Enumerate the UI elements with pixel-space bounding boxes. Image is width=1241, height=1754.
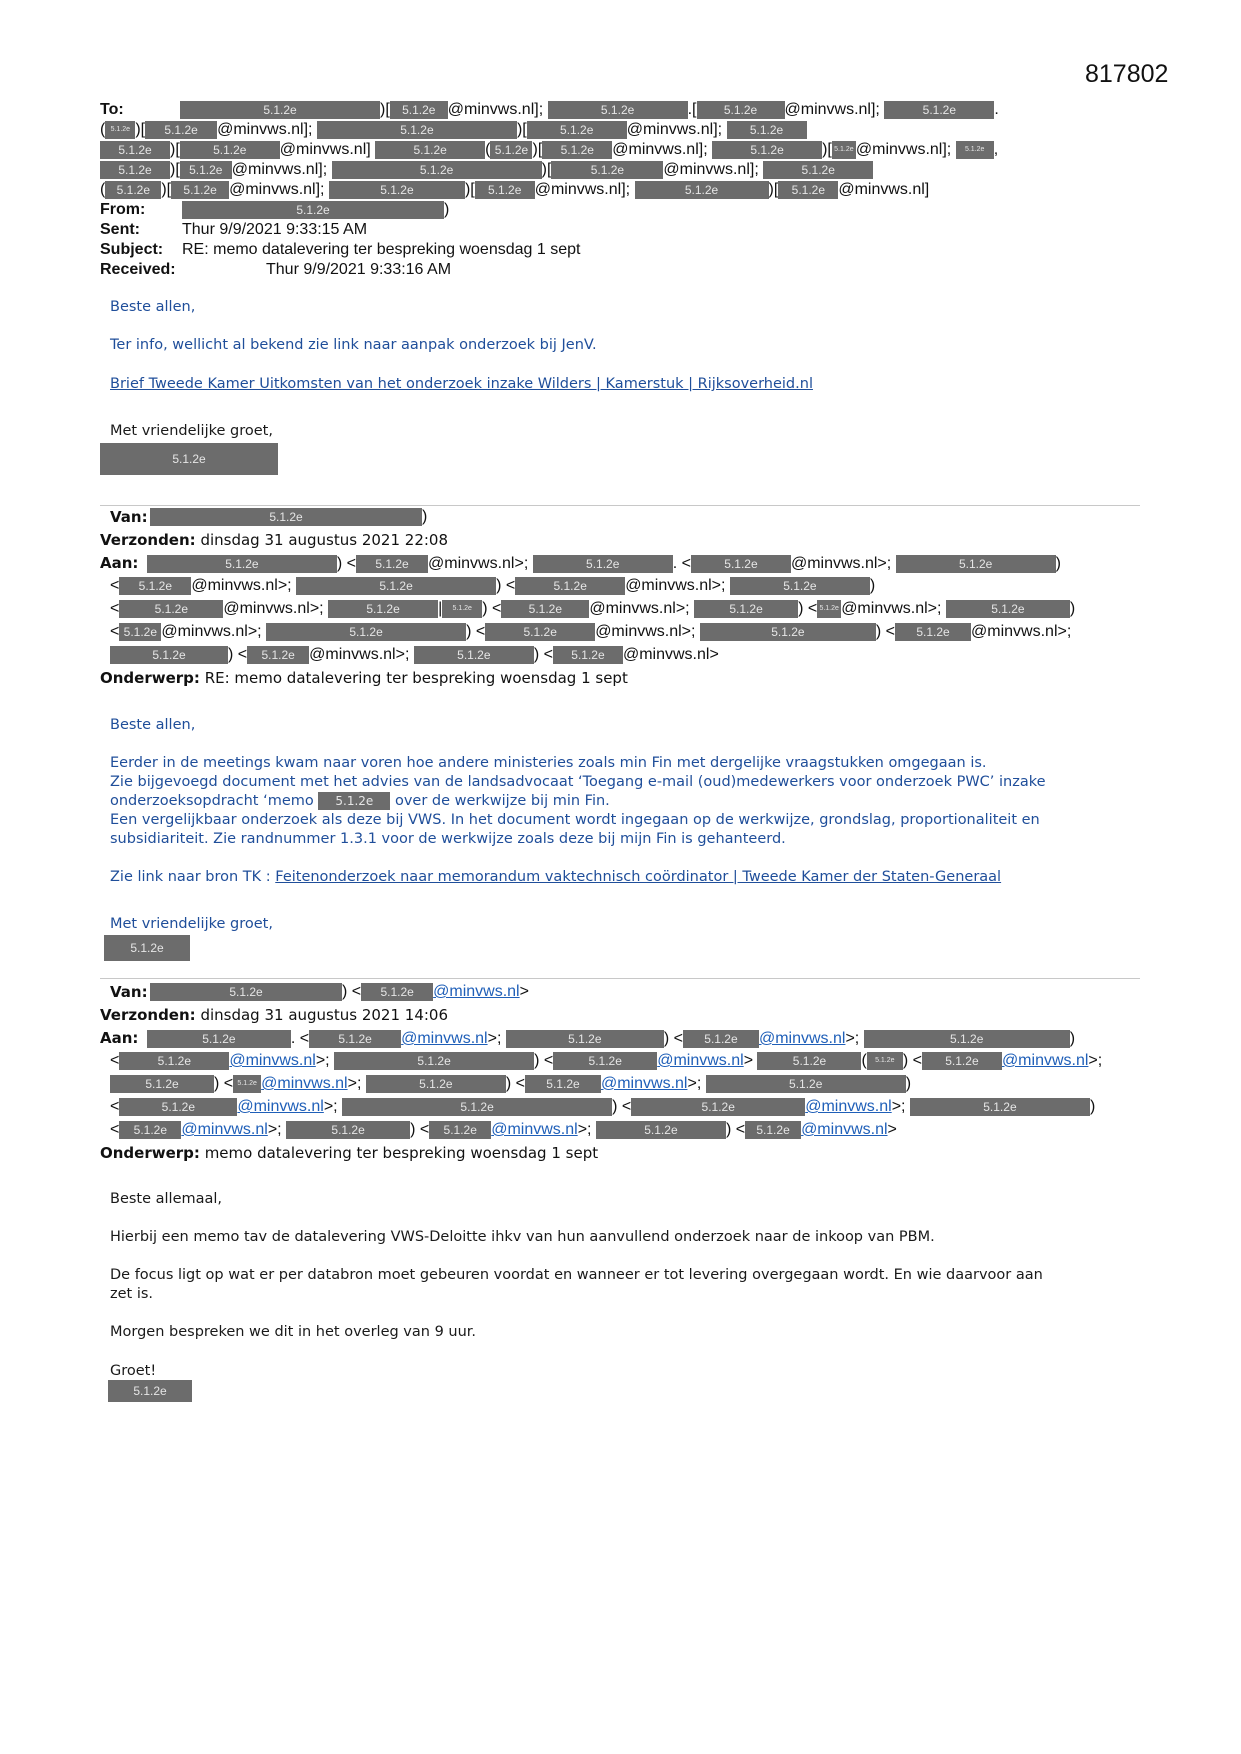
email-domain[interactable]: @minvws.nl bbox=[229, 1052, 316, 1069]
redaction: 5.1.2e bbox=[361, 983, 433, 1001]
signature-redaction: 5.1.2e bbox=[108, 1380, 192, 1402]
signature-redaction: 5.1.2e bbox=[104, 935, 190, 961]
redaction: 5.1.2e bbox=[712, 141, 822, 159]
redaction: 5.1.2e bbox=[296, 577, 496, 595]
email-domain[interactable]: @minvws.nl bbox=[401, 1030, 488, 1047]
redaction: 5.1.2e bbox=[119, 1121, 181, 1139]
message-text: Zie bijgevoegd document met het advies van de landsadvocaat ‘Toegang e-mail (oud)medewerkers voor onderzoek PWC’ inzake bbox=[110, 774, 1046, 790]
message-text: Morgen bespreken we dit in het overleg van 9 uur. bbox=[110, 1324, 477, 1340]
redaction: 5.1.2e bbox=[631, 1098, 805, 1116]
email-domain: @minvws.nl]; bbox=[855, 141, 952, 158]
email-domain[interactable]: @minvws.nl bbox=[801, 1121, 888, 1138]
email-domain[interactable]: @minvws.nl bbox=[491, 1121, 578, 1138]
redaction: 5.1.2e bbox=[329, 181, 465, 199]
redaction: 5.1.2e bbox=[147, 1030, 291, 1048]
redaction: 5.1.2e bbox=[548, 101, 688, 119]
aan-label: Aan: bbox=[100, 1029, 139, 1047]
email-domain: @minvws.nl>; bbox=[191, 577, 292, 594]
redaction: 5.1.2e bbox=[317, 121, 517, 139]
redaction: 5.1.2e bbox=[551, 161, 663, 179]
redaction: 5.1.2e bbox=[145, 121, 217, 139]
email-domain: @minvws.nl> bbox=[622, 646, 719, 663]
redaction: 5.1.2e bbox=[266, 623, 466, 641]
redaction: 5.1.2e bbox=[506, 1030, 664, 1048]
verzonden-value: dinsdag 31 augustus 2021 22:08 bbox=[200, 531, 449, 549]
email-domain[interactable]: @minvws.nl bbox=[758, 1030, 846, 1047]
email-domain: @minvws.nl>; bbox=[428, 555, 529, 572]
subject-label: Subject: bbox=[100, 241, 164, 258]
redaction: 5.1.2e bbox=[694, 600, 798, 618]
email-domain: @minvws.nl]; bbox=[217, 121, 313, 138]
redaction: 5.1.2e bbox=[105, 121, 135, 139]
message-text: onderzoeksopdracht ‘memo bbox=[110, 793, 314, 809]
redaction: 5.1.2e bbox=[910, 1098, 1090, 1116]
email-domain: @minvws.nl] bbox=[838, 181, 930, 198]
message-text: Hierbij een memo tav de datalevering VWS-Deloitte ihkv van hun aanvullend onderzoek naar de inkoop van PBM. bbox=[110, 1229, 935, 1245]
greeting: Beste allen, bbox=[110, 717, 196, 733]
redaction: 5.1.2e bbox=[390, 101, 448, 119]
redaction: 5.1.2e bbox=[922, 1052, 1002, 1070]
redaction: 5.1.2e bbox=[553, 646, 623, 664]
email-domain: @minvws.nl>; bbox=[790, 555, 892, 572]
redaction: 5.1.2e bbox=[105, 181, 161, 199]
redaction: 5.1.2e bbox=[150, 508, 422, 526]
redaction: 5.1.2e bbox=[334, 1052, 534, 1070]
van-label: Van: bbox=[110, 983, 148, 1001]
closing: Groet! bbox=[110, 1363, 157, 1379]
email-domain: @minvws.nl]; bbox=[784, 101, 880, 118]
closing: Met vriendelijke groet, bbox=[110, 916, 273, 932]
email-domain: @minvws.nl>; bbox=[161, 623, 262, 640]
message-text: De focus ligt op wat er per databron moet gebeuren voordat en wanneer er tot levering overgegaan wordt. En wie daarvoor aan bbox=[110, 1267, 1043, 1283]
redaction: 5.1.2e bbox=[867, 1052, 903, 1070]
redaction: 5.1.2e bbox=[119, 623, 161, 641]
email-domain: @minvws.nl>; bbox=[841, 600, 942, 617]
email-domain: @minvws.nl]; bbox=[626, 121, 723, 138]
redaction: 5.1.2e bbox=[706, 1075, 906, 1093]
email-domain[interactable]: @minvws.nl bbox=[433, 983, 520, 1000]
sent-label: Sent: bbox=[100, 221, 140, 238]
verzonden-label: Verzonden: bbox=[100, 531, 196, 549]
redaction: 5.1.2e bbox=[533, 555, 673, 573]
verzonden-value: dinsdag 31 augustus 2021 14:06 bbox=[200, 1006, 449, 1024]
redaction: 5.1.2e bbox=[309, 1030, 401, 1048]
redaction: 5.1.2e bbox=[763, 161, 873, 179]
received-value: Thur 9/9/2021 9:33:16 AM bbox=[266, 261, 452, 278]
document-number: 817802 bbox=[1085, 60, 1169, 88]
rijksoverheid-link[interactable]: Brief Tweede Kamer Uitkomsten van het onderzoek inzake Wilders | Kamerstuk | Rijksoverheid.nl bbox=[110, 376, 813, 392]
redaction: 5.1.2e bbox=[490, 141, 532, 159]
redaction: 5.1.2e bbox=[247, 646, 309, 664]
redaction: 5.1.2e bbox=[691, 555, 791, 573]
email-domain: @minvws.nl>; bbox=[625, 577, 726, 594]
email-domain[interactable]: @minvws.nl bbox=[805, 1098, 892, 1115]
redaction: 5.1.2e bbox=[414, 646, 534, 664]
redaction: 5.1.2e bbox=[180, 101, 380, 119]
email-domain[interactable]: @minvws.nl bbox=[600, 1075, 688, 1092]
email-domain: @minvws.nl] bbox=[279, 141, 371, 158]
redaction: 5.1.2e bbox=[475, 181, 535, 199]
onderwerp-label: Onderwerp: bbox=[100, 1144, 200, 1162]
onderwerp-label: Onderwerp: bbox=[100, 669, 200, 687]
redaction: 5.1.2e bbox=[501, 600, 589, 618]
aan-label: Aan: bbox=[100, 554, 139, 572]
email-domain: @minvws.nl>; bbox=[595, 623, 696, 640]
email-domain: @minvws.nl]; bbox=[447, 101, 544, 118]
redaction: 5.1.2e bbox=[119, 1052, 229, 1070]
redaction: 5.1.2e bbox=[100, 161, 170, 179]
redaction: 5.1.2e bbox=[896, 555, 1056, 573]
onderwerp-value: RE: memo datalevering ter bespreking woensdag 1 sept bbox=[204, 669, 628, 687]
email-domain: @minvws.nl]; bbox=[534, 181, 631, 198]
redaction: 5.1.2e bbox=[147, 555, 337, 573]
email-domain[interactable]: @minvws.nl bbox=[181, 1121, 268, 1138]
redaction: 5.1.2e bbox=[946, 600, 1070, 618]
redaction: 5.1.2e bbox=[119, 600, 223, 618]
email-domain: @minvws.nl>; bbox=[309, 646, 410, 663]
redaction: 5.1.2e bbox=[150, 983, 342, 1001]
greeting: Beste allen, bbox=[110, 299, 196, 315]
redaction: 5.1.2e bbox=[328, 600, 438, 618]
redaction: 5.1.2e bbox=[110, 1075, 214, 1093]
redaction: 5.1.2e bbox=[342, 1098, 612, 1116]
redaction: 5.1.2e bbox=[180, 141, 280, 159]
redaction: 5.1.2e bbox=[515, 577, 625, 595]
redaction: 5.1.2e bbox=[635, 181, 769, 199]
email-domain: @minvws.nl>; bbox=[589, 600, 690, 617]
message-text: Ter info, wellicht al bekend zie link naar aanpak onderzoek bij JenV. bbox=[110, 337, 597, 353]
redaction: 5.1.2e bbox=[485, 623, 595, 641]
link-prefix: Zie link naar bron TK : bbox=[110, 869, 276, 885]
redaction: 5.1.2e bbox=[553, 1052, 657, 1070]
redaction: 5.1.2e bbox=[318, 792, 390, 810]
redaction: 5.1.2e bbox=[730, 577, 870, 595]
to-label: To: bbox=[100, 101, 124, 118]
closing: Met vriendelijke groet, bbox=[110, 423, 273, 439]
email-domain: @minvws.nl>; bbox=[971, 623, 1072, 640]
redaction: 5.1.2e bbox=[542, 141, 612, 159]
email-domain: @minvws.nl]; bbox=[612, 141, 708, 158]
redaction: 5.1.2e bbox=[956, 141, 994, 159]
redaction: 5.1.2e bbox=[180, 161, 232, 179]
redaction: 5.1.2e bbox=[778, 181, 838, 199]
email-domain: @minvws.nl]; bbox=[231, 161, 328, 178]
separator bbox=[100, 505, 1140, 506]
van-label: Van: bbox=[110, 508, 148, 526]
redaction: 5.1.2e bbox=[233, 1075, 261, 1093]
redaction: 5.1.2e bbox=[700, 623, 876, 641]
email-domain: @minvws.nl]; bbox=[229, 181, 325, 198]
redaction: 5.1.2e bbox=[697, 101, 785, 119]
redaction: 5.1.2e bbox=[817, 600, 841, 618]
redaction: 5.1.2e bbox=[100, 141, 170, 159]
email-domain[interactable]: @minvws.nl bbox=[1001, 1052, 1089, 1069]
message-text: subsidiariteit. Zie randnummer 1.3.1 voor de werkwijze zoals deze bij mijn Fin is gehanteerd. bbox=[110, 831, 786, 847]
redaction: 5.1.2e bbox=[727, 121, 807, 139]
redaction: 5.1.2e bbox=[596, 1121, 726, 1139]
signature-redaction: 5.1.2e bbox=[100, 443, 278, 475]
redaction: 5.1.2e bbox=[442, 600, 482, 618]
verzonden-label: Verzonden: bbox=[100, 1006, 196, 1024]
redaction: 5.1.2e bbox=[527, 121, 627, 139]
redaction: 5.1.2e bbox=[884, 101, 994, 119]
email-domain: @minvws.nl>; bbox=[223, 600, 324, 617]
redaction: 5.1.2e bbox=[683, 1030, 759, 1048]
message-text: over de werkwijze bij min Fin. bbox=[394, 793, 610, 809]
message-text: zet is. bbox=[110, 1286, 154, 1302]
message-text: Eerder in de meetings kwam naar voren hoe andere ministeries zoals min Fin met dergelijke vraagstukken omgegaan is. bbox=[110, 755, 987, 771]
redaction: 5.1.2e bbox=[895, 623, 971, 641]
sent-value: Thur 9/9/2021 9:33:15 AM bbox=[182, 221, 368, 238]
redaction: 5.1.2e bbox=[119, 577, 191, 595]
redaction: 5.1.2e bbox=[286, 1121, 410, 1139]
redaction: 5.1.2e bbox=[375, 141, 485, 159]
redaction: 5.1.2e bbox=[757, 1052, 861, 1070]
subject-value: RE: memo datalevering ter bespreking woensdag 1 sept bbox=[182, 241, 581, 258]
tweede-kamer-link[interactable]: Feitenonderzoek naar memorandum vaktechnisch coördinator | Tweede Kamer der Staten-Generaal bbox=[275, 869, 1002, 885]
redaction: 5.1.2e bbox=[171, 181, 229, 199]
redaction: 5.1.2e bbox=[745, 1121, 801, 1139]
redaction: 5.1.2e bbox=[832, 141, 856, 159]
from-label: From: bbox=[100, 201, 146, 218]
onderwerp-value: memo datalevering ter bespreking woensdag 1 sept bbox=[204, 1144, 599, 1162]
redaction: 5.1.2e bbox=[864, 1030, 1070, 1048]
received-label: Received: bbox=[100, 261, 176, 278]
redaction: 5.1.2e bbox=[356, 555, 428, 573]
redaction: 5.1.2e bbox=[366, 1075, 506, 1093]
email-domain[interactable]: @minvws.nl bbox=[657, 1052, 744, 1069]
separator bbox=[100, 978, 1140, 979]
email-domain[interactable]: @minvws.nl bbox=[237, 1098, 324, 1115]
redaction: 5.1.2e bbox=[429, 1121, 491, 1139]
email-domain[interactable]: @minvws.nl bbox=[261, 1075, 348, 1092]
redaction: 5.1.2e bbox=[525, 1075, 601, 1093]
message-text: Een vergelijkbaar onderzoek als deze bij VWS. In het document wordt ingegaan op de werkwijze, grondslag, proportionaliteit en bbox=[110, 812, 1040, 828]
redaction: 5.1.2e bbox=[110, 646, 228, 664]
greeting: Beste allemaal, bbox=[110, 1191, 223, 1207]
redaction: 5.1.2e bbox=[182, 201, 444, 219]
email-domain: @minvws.nl]; bbox=[663, 161, 759, 178]
redaction: 5.1.2e bbox=[332, 161, 542, 179]
redaction: 5.1.2e bbox=[119, 1098, 237, 1116]
